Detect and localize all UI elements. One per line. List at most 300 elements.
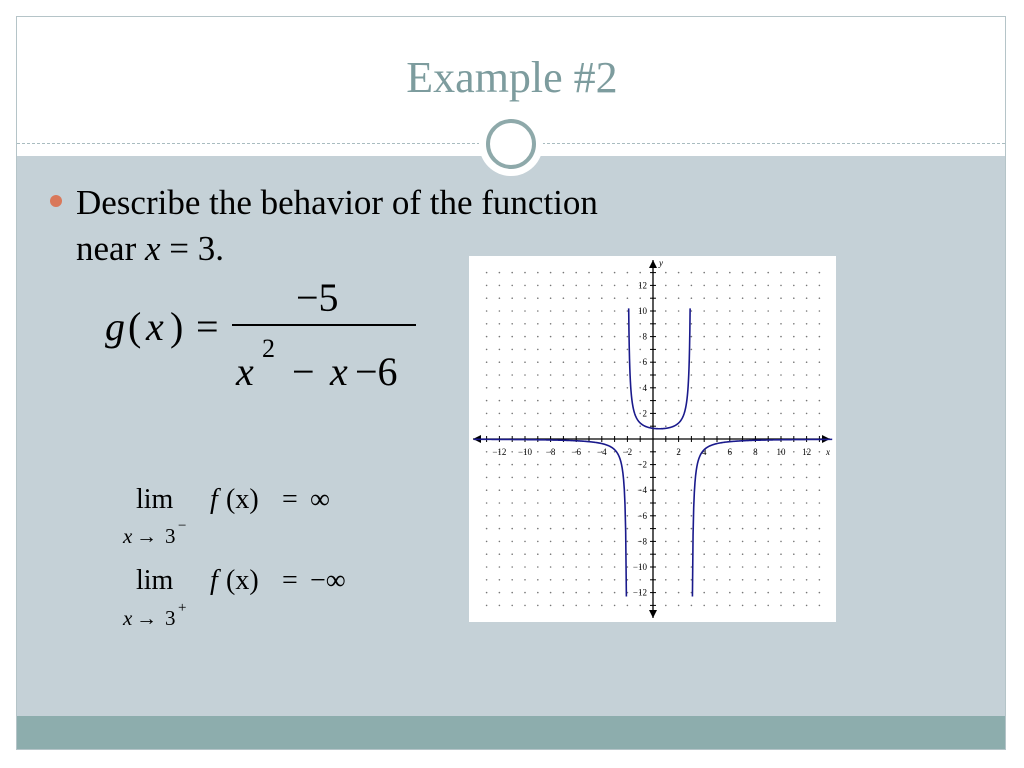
grid-dot <box>601 605 603 607</box>
grid-dot <box>703 605 705 607</box>
grid-dot <box>767 425 769 427</box>
grid-dot <box>588 451 590 453</box>
grid-dot <box>806 605 808 607</box>
grid-dot <box>601 528 603 530</box>
grid-dot <box>665 349 667 351</box>
lim-equals: = <box>282 484 298 515</box>
grid-dot <box>716 553 718 555</box>
grid-dot <box>627 297 629 299</box>
grid-dot <box>729 579 731 581</box>
grid-dot <box>499 541 501 543</box>
grid-dot <box>716 387 718 389</box>
grid-dot <box>627 477 629 479</box>
grid-dot <box>665 451 667 453</box>
grid-dot <box>806 566 808 568</box>
grid-dot <box>499 553 501 555</box>
grid-dot <box>703 349 705 351</box>
grid-dot <box>665 400 667 402</box>
grid-dot <box>601 566 603 568</box>
grid-dot <box>588 579 590 581</box>
grid-dot <box>716 413 718 415</box>
grid-dot <box>550 323 552 325</box>
grid-dot <box>486 566 488 568</box>
grid-dot <box>639 400 641 402</box>
grid-dot <box>742 310 744 312</box>
grid-dot <box>588 349 590 351</box>
grid-dot <box>511 374 513 376</box>
grid-dot <box>780 502 782 504</box>
grid-dot <box>665 413 667 415</box>
grid-dot <box>678 323 680 325</box>
grid-dot <box>575 374 577 376</box>
grid-dot <box>665 489 667 491</box>
grid-dot <box>691 541 693 543</box>
grid-dot <box>780 272 782 274</box>
grid-dot <box>639 413 641 415</box>
grid-dot <box>550 502 552 504</box>
grid-dot <box>614 349 616 351</box>
grid-dot <box>716 579 718 581</box>
grid-dot <box>486 336 488 338</box>
grid-dot <box>588 592 590 594</box>
grid-dot <box>780 425 782 427</box>
grid-dot <box>819 323 821 325</box>
grid-dot <box>601 592 603 594</box>
grid-dot <box>627 502 629 504</box>
grid-dot <box>742 336 744 338</box>
grid-dot <box>563 477 565 479</box>
grid-dot <box>550 297 552 299</box>
grid-dot <box>729 605 731 607</box>
grid-dot <box>575 541 577 543</box>
grid-dot <box>819 515 821 517</box>
grid-dot <box>767 400 769 402</box>
grid-dot <box>627 605 629 607</box>
grid-dot <box>793 477 795 479</box>
grid-dot <box>793 605 795 607</box>
grid-dot <box>703 310 705 312</box>
grid-dot <box>665 605 667 607</box>
grid-dot <box>575 361 577 363</box>
grid-dot <box>486 413 488 415</box>
grid-dot <box>588 425 590 427</box>
grid-dot <box>691 413 693 415</box>
grid-dot <box>819 310 821 312</box>
grid-dot <box>665 425 667 427</box>
grid-dot <box>742 566 744 568</box>
grid-dot <box>806 361 808 363</box>
grid-dot <box>627 464 629 466</box>
grid-dot <box>486 464 488 466</box>
denominator-x2: x <box>330 349 348 394</box>
grid-dot <box>575 464 577 466</box>
grid-dot <box>524 374 526 376</box>
grid-dot <box>691 285 693 287</box>
grid-dot <box>716 349 718 351</box>
grid-dot <box>639 361 641 363</box>
grid-dot <box>575 387 577 389</box>
denominator-minus: − <box>292 349 315 394</box>
grid-dot <box>550 400 552 402</box>
grid-dot <box>524 297 526 299</box>
x-tick-label: −12 <box>492 447 507 457</box>
grid-dot <box>550 579 552 581</box>
y-axis-arrow-down <box>649 610 657 618</box>
grid-dot <box>780 336 782 338</box>
grid-dot <box>716 310 718 312</box>
grid-dot <box>614 477 616 479</box>
grid-dot <box>742 528 744 530</box>
grid-dot <box>550 272 552 274</box>
grid-dot <box>793 413 795 415</box>
grid-dot <box>729 464 731 466</box>
grid-dot <box>486 400 488 402</box>
grid-dot <box>537 451 539 453</box>
y-tick-label: −6 <box>637 510 647 521</box>
grid-dot <box>819 579 821 581</box>
grid-dot <box>665 272 667 274</box>
lim-sub-var: x <box>123 606 133 630</box>
grid-dot <box>563 515 565 517</box>
grid-dot <box>819 502 821 504</box>
grid-dot <box>767 297 769 299</box>
grid-dot <box>793 566 795 568</box>
x-tick-label: −2 <box>622 447 633 457</box>
grid-dot <box>742 464 744 466</box>
grid-dot <box>524 361 526 363</box>
grid-dot <box>716 400 718 402</box>
grid-dot <box>524 541 526 543</box>
grid-dot <box>575 579 577 581</box>
bullet-line-1: Describe the behavior of the function <box>76 183 598 222</box>
grid-dot <box>806 400 808 402</box>
grid-dot <box>639 374 641 376</box>
grid-dot <box>563 323 565 325</box>
grid-dot <box>537 272 539 274</box>
grid-dot <box>819 553 821 555</box>
grid-dot <box>678 528 680 530</box>
grid-dot <box>755 413 757 415</box>
grid-dot <box>691 336 693 338</box>
grid-dot <box>614 553 616 555</box>
grid-dot <box>537 502 539 504</box>
grid-dot <box>524 528 526 530</box>
grid-dot <box>793 336 795 338</box>
grid-dot <box>550 374 552 376</box>
grid-dot <box>755 297 757 299</box>
grid-dot <box>627 285 629 287</box>
grid-dot <box>755 528 757 530</box>
grid-dot <box>703 400 705 402</box>
grid-dot <box>575 400 577 402</box>
y-tick-label: 8 <box>642 331 647 342</box>
grid-dot <box>767 323 769 325</box>
grid-dot <box>691 349 693 351</box>
grid-dot <box>601 477 603 479</box>
grid-dot <box>601 425 603 427</box>
grid-dot <box>601 541 603 543</box>
grid-dot <box>767 515 769 517</box>
grid-dot <box>729 310 731 312</box>
grid-dot <box>780 489 782 491</box>
curve-right-branch <box>692 439 832 596</box>
grid-dot <box>729 285 731 287</box>
grid-dot <box>793 349 795 351</box>
y-tick-label: −2 <box>637 459 647 470</box>
grid-dot <box>524 515 526 517</box>
grid-dot <box>742 374 744 376</box>
grid-dot <box>588 502 590 504</box>
grid-dot <box>793 541 795 543</box>
grid-dot <box>716 425 718 427</box>
grid-dot <box>563 272 565 274</box>
grid-dot <box>665 592 667 594</box>
grid-dot <box>601 387 603 389</box>
grid-dot <box>486 477 488 479</box>
grid-dot <box>780 310 782 312</box>
slide-title: Example #2 <box>406 53 618 102</box>
grid-dot <box>793 464 795 466</box>
grid-dot <box>793 528 795 530</box>
denominator-exponent: 2 <box>262 334 275 363</box>
grid-dot <box>524 592 526 594</box>
grid-dot <box>614 400 616 402</box>
grid-dot <box>742 553 744 555</box>
grid-dot <box>678 477 680 479</box>
grid-dot <box>588 605 590 607</box>
grid-dot <box>639 502 641 504</box>
grid-dot <box>742 451 744 453</box>
grid-dot <box>499 336 501 338</box>
grid-dot <box>614 297 616 299</box>
grid-dot <box>780 605 782 607</box>
grid-dot <box>742 605 744 607</box>
x-tick-label: 2 <box>676 447 681 457</box>
grid-dot <box>537 361 539 363</box>
grid-dot <box>537 413 539 415</box>
grid-dot <box>537 285 539 287</box>
denominator-x: x <box>236 349 254 394</box>
grid-dot <box>819 400 821 402</box>
grid-dot <box>627 489 629 491</box>
grid-dot <box>627 349 629 351</box>
grid-dot <box>742 272 744 274</box>
grid-dot <box>691 323 693 325</box>
grid-dot <box>614 541 616 543</box>
grid-dot <box>716 464 718 466</box>
grid-dot <box>575 566 577 568</box>
grid-dot <box>537 489 539 491</box>
grid-dot <box>563 374 565 376</box>
grid-dot <box>499 413 501 415</box>
grid-dot <box>639 297 641 299</box>
grid-dot <box>627 272 629 274</box>
grid-dot <box>499 566 501 568</box>
grid-dot <box>678 349 680 351</box>
lim-sub-arrow: → <box>136 524 157 548</box>
grid-dot <box>819 528 821 530</box>
grid-dot <box>563 553 565 555</box>
bullet-icon <box>50 195 62 207</box>
grid-dot <box>575 425 577 427</box>
grid-dot <box>678 579 680 581</box>
function-variable: x <box>146 304 164 349</box>
grid-dot <box>511 477 513 479</box>
grid-dot <box>806 387 808 389</box>
grid-dot <box>703 489 705 491</box>
grid-dot <box>601 515 603 517</box>
grid-dot <box>614 323 616 325</box>
y-tick-label: −8 <box>637 536 647 547</box>
x-axis-label: x <box>826 447 830 457</box>
graph-svg <box>469 256 836 622</box>
grid-dot <box>511 297 513 299</box>
grid-dot <box>524 477 526 479</box>
grid-dot <box>614 374 616 376</box>
grid-dot <box>550 387 552 389</box>
grid-dot <box>793 387 795 389</box>
grid-dot <box>742 400 744 402</box>
grid-dot <box>639 323 641 325</box>
grid-dot <box>537 541 539 543</box>
grid-dot <box>639 579 641 581</box>
grid-dot <box>563 541 565 543</box>
grid-dot <box>806 579 808 581</box>
grid-dot <box>780 361 782 363</box>
grid-dot <box>614 579 616 581</box>
grid-dot <box>780 387 782 389</box>
grid-dot <box>819 592 821 594</box>
grid-dot <box>486 592 488 594</box>
grid-dot <box>793 297 795 299</box>
grid-dot <box>729 566 731 568</box>
grid-dot <box>691 374 693 376</box>
grid-dot <box>793 361 795 363</box>
grid-dot <box>563 528 565 530</box>
grid-dot <box>563 464 565 466</box>
grid-dot <box>742 413 744 415</box>
grid-dot <box>601 489 603 491</box>
grid-dot <box>703 361 705 363</box>
grid-dot <box>819 361 821 363</box>
grid-dot <box>767 361 769 363</box>
grid-dot <box>537 310 539 312</box>
grid-dot <box>486 528 488 530</box>
grid-dot <box>806 592 808 594</box>
grid-dot <box>550 489 552 491</box>
grid-dot <box>486 502 488 504</box>
grid-dot <box>793 502 795 504</box>
grid-dot <box>563 400 565 402</box>
grid-dot <box>550 349 552 351</box>
y-axis-label: y <box>659 258 663 268</box>
grid-dot <box>588 387 590 389</box>
grid-dot <box>575 323 577 325</box>
grid-dot <box>499 579 501 581</box>
grid-dot <box>703 477 705 479</box>
grid-dot <box>588 297 590 299</box>
grid-dot <box>486 272 488 274</box>
grid-dot <box>563 425 565 427</box>
grid-dot <box>550 310 552 312</box>
grid-dot <box>691 451 693 453</box>
grid-dot <box>499 285 501 287</box>
grid-dot <box>665 579 667 581</box>
grid-dot <box>819 413 821 415</box>
grid-dot <box>524 387 526 389</box>
curve-left-branch <box>474 439 627 596</box>
y-axis-arrow-up <box>649 260 657 268</box>
grid-dot <box>793 553 795 555</box>
grid-dot <box>614 361 616 363</box>
grid-dot <box>486 553 488 555</box>
grid-dot <box>537 515 539 517</box>
grid-dot <box>755 349 757 351</box>
grid-dot <box>755 515 757 517</box>
grid-dot <box>575 528 577 530</box>
lim-sub-var: x <box>123 524 133 548</box>
function-open-paren: ( <box>128 304 142 349</box>
grid-dot <box>678 502 680 504</box>
y-tick-label: 6 <box>642 357 647 368</box>
grid-dot <box>767 592 769 594</box>
grid-dot <box>665 464 667 466</box>
grid-dot <box>614 502 616 504</box>
grid-dot <box>703 464 705 466</box>
grid-dot <box>511 579 513 581</box>
grid-dot <box>563 489 565 491</box>
grid-dot <box>691 361 693 363</box>
grid-dot <box>780 592 782 594</box>
grid-dot <box>806 489 808 491</box>
grid-dot <box>729 553 731 555</box>
grid-dot <box>601 502 603 504</box>
grid-dot <box>601 297 603 299</box>
grid-dot <box>703 413 705 415</box>
grid-dot <box>819 605 821 607</box>
grid-dot <box>524 605 526 607</box>
grid-dot <box>691 297 693 299</box>
grid-dot <box>767 502 769 504</box>
grid-dot <box>729 592 731 594</box>
grid-dot <box>780 349 782 351</box>
grid-dot <box>524 464 526 466</box>
grid-dot <box>806 323 808 325</box>
grid-dot <box>499 477 501 479</box>
grid-dot <box>550 515 552 517</box>
grid-dot <box>511 323 513 325</box>
y-tick-label: 10 <box>638 306 647 316</box>
grid-dot <box>678 592 680 594</box>
grid-dot <box>767 451 769 453</box>
grid-dot <box>499 387 501 389</box>
grid-dot <box>588 272 590 274</box>
y-tick-label: −10 <box>632 562 647 572</box>
grid-dot <box>742 361 744 363</box>
grid-dot <box>742 425 744 427</box>
grid-dot <box>575 349 577 351</box>
grid-dot <box>780 477 782 479</box>
grid-dot <box>563 413 565 415</box>
grid-dot <box>691 425 693 427</box>
grid-dot <box>806 464 808 466</box>
grid-dot <box>819 425 821 427</box>
grid-dot <box>691 605 693 607</box>
y-tick-label: −12 <box>632 587 647 598</box>
grid-dot <box>819 272 821 274</box>
x-tick-label: 6 <box>727 447 733 457</box>
grid-dot <box>511 605 513 607</box>
